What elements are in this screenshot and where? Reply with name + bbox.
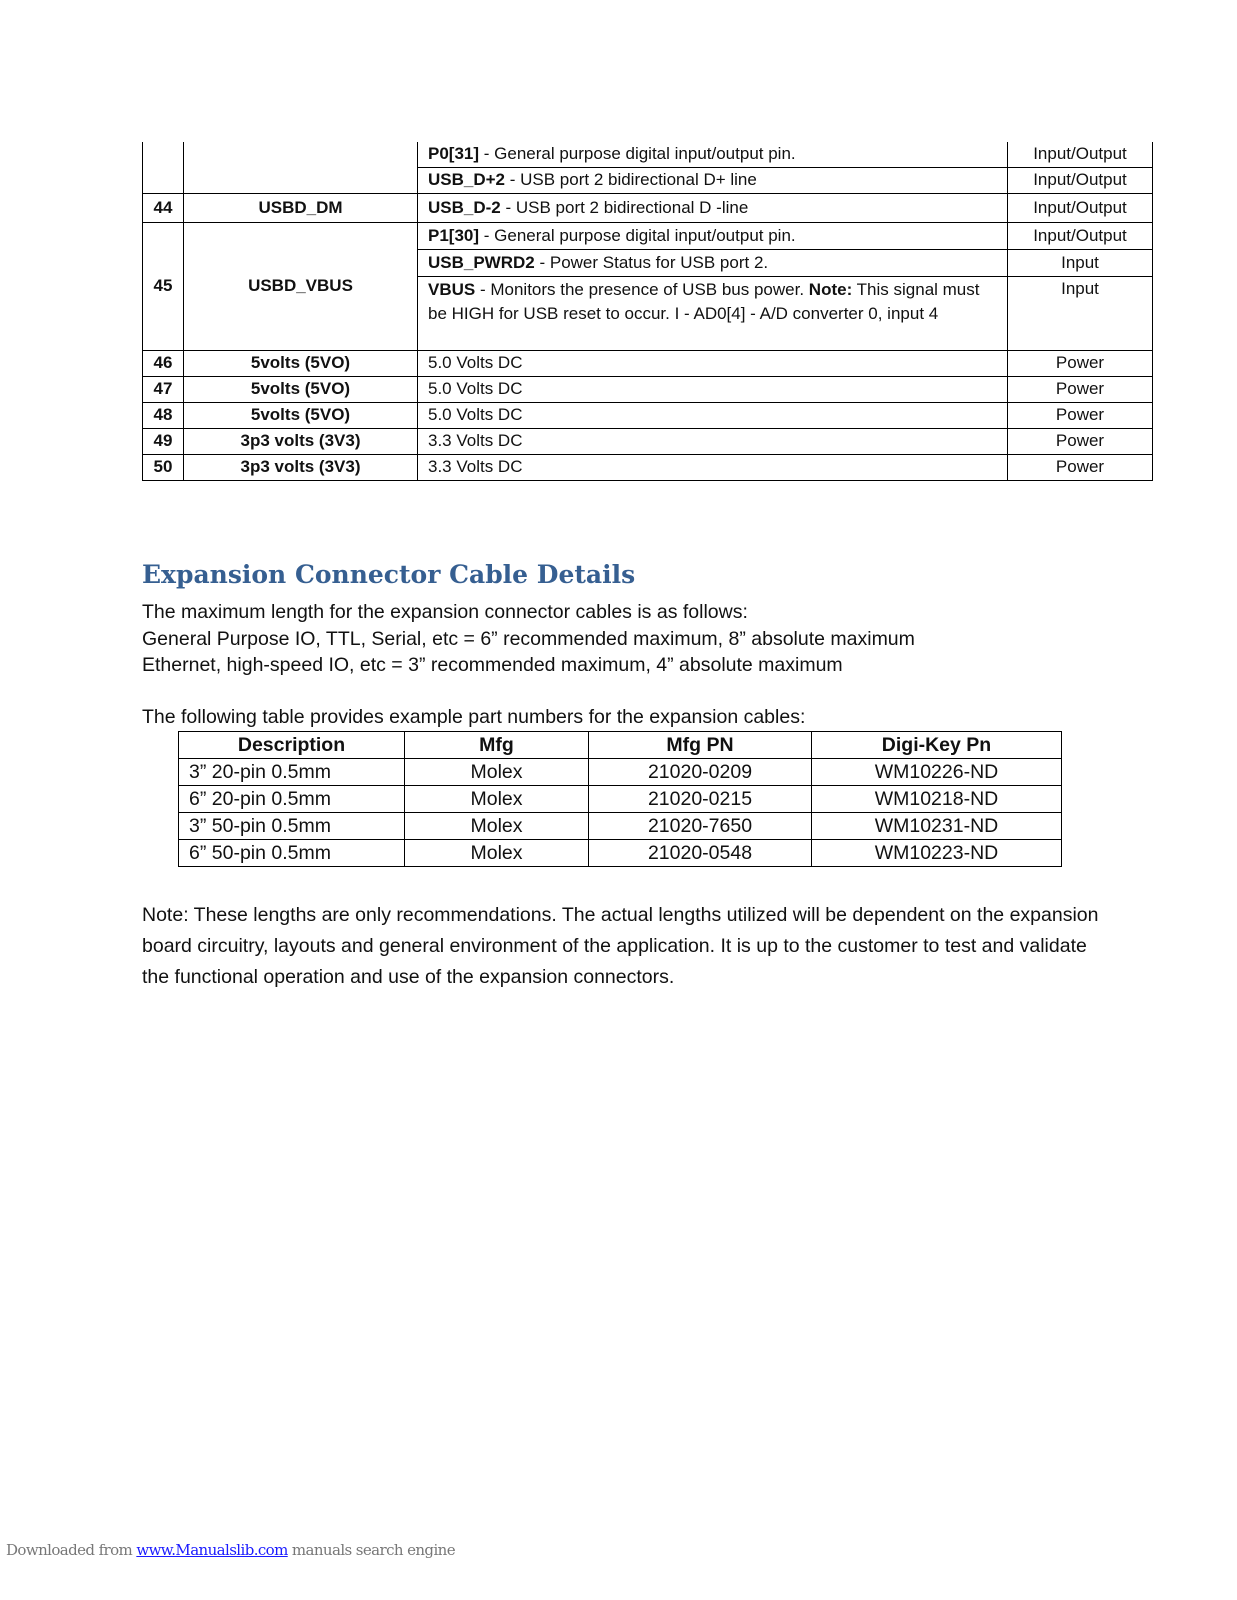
- pin-number-cell: 47: [143, 376, 184, 402]
- pin-type-cell: Input/Output: [1008, 142, 1153, 167]
- table-row: [179, 759, 1062, 786]
- table-row: [143, 350, 1153, 376]
- pin-type-cell: Power: [1008, 376, 1153, 402]
- column-header: Mfg: [405, 732, 589, 759]
- signal-description-continued: This signal must be HIGH for USB reset to occur. I - AD0[4] - A/D converter 0, input 4: [428, 279, 980, 323]
- note-label: Note:: [808, 279, 853, 299]
- pin-description-cell: 5.0 Volts DC: [418, 402, 1008, 428]
- pin-description-cell: [418, 193, 1008, 222]
- signal-description: - Monitors the presence of USB bus power.: [475, 279, 809, 299]
- pin-description-cell: [418, 276, 1008, 350]
- signal-name: P0[31]: [428, 144, 480, 164]
- pin-table: [142, 142, 1153, 481]
- pin-number-cell: 49: [143, 428, 184, 454]
- pin-number-cell: 48: [143, 402, 184, 428]
- table-row: [143, 193, 1153, 222]
- signal-description: - Power Status for USB port 2.: [534, 252, 769, 272]
- signal-name: USB_PWRD2: [428, 252, 535, 272]
- pin-number-cell: 46: [143, 350, 184, 376]
- table-row: [143, 428, 1153, 454]
- description-cell: 6” 50-pin 0.5mm: [179, 840, 405, 867]
- pin-type-cell: Power: [1008, 402, 1153, 428]
- table-row: [143, 454, 1153, 480]
- pin-type-cell: Input: [1008, 249, 1153, 276]
- pin-type-cell: Power: [1008, 428, 1153, 454]
- table-row: [179, 840, 1062, 867]
- signal-name: USB_D+2: [428, 170, 506, 189]
- pin-name-cell: 5volts (5VO): [184, 376, 418, 402]
- pin-number-cell: 44: [143, 193, 184, 222]
- cable-table: [178, 731, 1062, 867]
- pin-type-cell: Power: [1008, 454, 1153, 480]
- mfg-pn-cell: 21020-7650: [589, 813, 812, 840]
- pin-description-cell: 5.0 Volts DC: [418, 350, 1008, 376]
- table-row: [179, 786, 1062, 813]
- pin-description-cell: [418, 249, 1008, 276]
- pin-description-cell: [418, 222, 1008, 249]
- intro-line: Ethernet, high-speed IO, etc = 3” recommended maximum, 4” absolute maximum: [142, 654, 843, 676]
- column-header: Mfg PN: [589, 732, 812, 759]
- table-row: [143, 402, 1153, 428]
- signal-name: USB_D-2: [428, 197, 501, 217]
- footer-suffix: manuals search engine: [287, 1541, 455, 1559]
- table-row: [179, 813, 1062, 840]
- column-header: Description: [179, 732, 405, 759]
- mfg-pn-cell: 21020-0209: [589, 759, 812, 786]
- pin-description-cell: [418, 167, 1008, 193]
- digikey-pn-cell: WM10223-ND: [812, 840, 1062, 867]
- pin-name-cell: 3p3 volts (3V3): [184, 428, 418, 454]
- table-header-row: [179, 732, 1062, 759]
- footer-prefix: Downloaded from: [6, 1541, 137, 1559]
- signal-description: - General purpose digital input/output pin.: [479, 225, 796, 245]
- pin-description-cell: [418, 142, 1008, 167]
- intro-line: General Purpose IO, TTL, Serial, etc = 6” recommended maximum, 8” absolute maximum: [142, 627, 915, 650]
- description-cell: 3” 50-pin 0.5mm: [179, 813, 405, 840]
- column-header: Digi-Key Pn: [812, 732, 1062, 759]
- table-intro-text: The following table provides example part numbers for the expansion cables:: [142, 706, 806, 728]
- signal-name: P1[30]: [428, 225, 480, 245]
- pin-type-cell: Input/Output: [1008, 222, 1153, 249]
- pin-name-cell: USBD_VBUS: [184, 222, 418, 350]
- mfg-pn-cell: 21020-0215: [589, 786, 812, 813]
- pin-number-cell: [143, 142, 184, 193]
- pin-name-cell: 5volts (5VO): [184, 350, 418, 376]
- intro-line: The maximum length for the expansion connector cables is as follows:: [142, 601, 748, 623]
- table-row: [143, 142, 1153, 167]
- pin-type-cell: Power: [1008, 350, 1153, 376]
- mfg-pn-cell: 21020-0548: [589, 840, 812, 867]
- note-paragraph: Note: These lengths are only recommendations. The actual lengths utilized will be dependent on the expansion board circuitry, layouts and general environment of the application. It is up to the customer to test and validate the functional operation and use of the expansion connectors.: [142, 904, 1099, 988]
- digikey-pn-cell: WM10218-ND: [812, 786, 1062, 813]
- description-cell: 6” 20-pin 0.5mm: [179, 786, 405, 813]
- mfg-cell: Molex: [405, 759, 589, 786]
- mfg-cell: Molex: [405, 813, 589, 840]
- digikey-pn-cell: WM10231-ND: [812, 813, 1062, 840]
- pin-number-cell: 50: [143, 454, 184, 480]
- section-heading: Expansion Connector Cable Details: [142, 560, 636, 589]
- signal-description: - USB port 2 bidirectional D -line: [500, 197, 749, 217]
- pin-name-cell: [184, 142, 418, 193]
- intro-paragraph: [142, 599, 915, 679]
- footer: [6, 1541, 455, 1559]
- pin-type-cell: Input: [1008, 276, 1153, 350]
- pin-name-cell: USBD_DM: [184, 193, 418, 222]
- pin-number-cell: 45: [143, 222, 184, 350]
- description-cell: 3” 20-pin 0.5mm: [179, 759, 405, 786]
- pin-name-cell: 5volts (5VO): [184, 402, 418, 428]
- pin-description-cell: 3.3 Volts DC: [418, 428, 1008, 454]
- signal-description: - USB port 2 bidirectional D+ line: [505, 170, 757, 189]
- pin-name-cell: 3p3 volts (3V3): [184, 454, 418, 480]
- table-row: [143, 222, 1153, 249]
- pin-type-cell: Input/Output: [1008, 167, 1153, 193]
- manualslib-link[interactable]: www.Manualslib.com: [136, 1541, 288, 1559]
- mfg-cell: Molex: [405, 786, 589, 813]
- pin-description-cell: 5.0 Volts DC: [418, 376, 1008, 402]
- pin-description-cell: 3.3 Volts DC: [418, 454, 1008, 480]
- pin-type-cell: Input/Output: [1008, 193, 1153, 222]
- table-row: [143, 376, 1153, 402]
- signal-name: VBUS: [428, 279, 476, 299]
- digikey-pn-cell: WM10226-ND: [812, 759, 1062, 786]
- signal-description: - General purpose digital input/output pin.: [479, 144, 796, 164]
- mfg-cell: Molex: [405, 840, 589, 867]
